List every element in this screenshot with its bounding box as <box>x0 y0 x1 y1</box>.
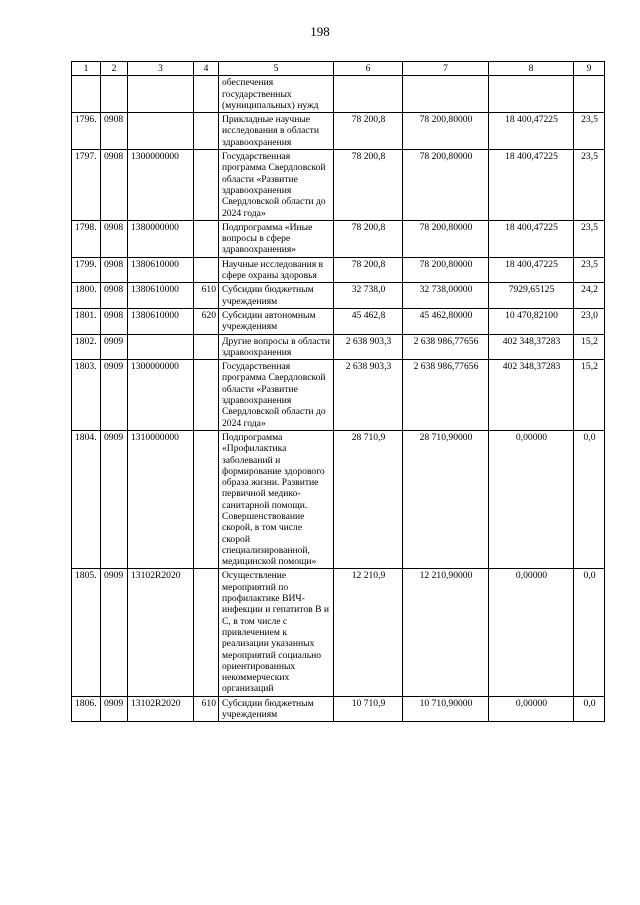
expense-type-cell <box>194 569 219 696</box>
executed-cell: 402 348,37283 <box>489 334 574 360</box>
name-cell: Осуществление мероприятий по профилактике ВИЧ-инфекции и гепатитов B и C, в том числе с привлечением к реализации указанных мероприятий социально ориентированных некоммерческих организаций <box>219 569 334 696</box>
executed-cell: 0,00000 <box>489 696 574 722</box>
executed-cell: 18 400,47225 <box>489 150 574 221</box>
refined-cell: 78 200,80000 <box>403 113 489 150</box>
plan-cell <box>334 76 403 113</box>
name-cell: Прикладные научные исследования в области здравоохранения <box>219 113 334 150</box>
column-header: 2 <box>101 62 128 76</box>
target-article-cell: 1380000000 <box>128 220 194 257</box>
table-row <box>72 150 605 221</box>
executed-cell <box>489 76 574 113</box>
refined-cell: 32 738,00000 <box>403 283 489 309</box>
plan-cell: 78 200,8 <box>334 150 403 221</box>
continuation-row <box>72 76 605 113</box>
section-cell: 0908 <box>101 220 128 257</box>
percent-cell: 24,2 <box>574 283 605 309</box>
budget-table <box>71 61 605 722</box>
percent-cell: 15,2 <box>574 360 605 431</box>
section-cell: 0908 <box>101 113 128 150</box>
target-article-cell: 1310000000 <box>128 430 194 569</box>
executed-cell: 10 470,82100 <box>489 308 574 334</box>
plan-cell: 10 710,9 <box>334 696 403 722</box>
name-cell: Государственная программа Свердловской области «Развитие здравоохранения Свердловской области до 2024 года» <box>219 150 334 221</box>
target-article-cell: 1300000000 <box>128 150 194 221</box>
refined-cell: 45 462,80000 <box>403 308 489 334</box>
target-article-cell: 1380610000 <box>128 308 194 334</box>
table-body <box>72 62 605 722</box>
target-article-cell: 1380610000 <box>128 283 194 309</box>
plan-cell: 45 462,8 <box>334 308 403 334</box>
target-article-cell <box>128 76 194 113</box>
expense-type-cell <box>194 334 219 360</box>
plan-cell: 28 710,9 <box>334 430 403 569</box>
section-cell <box>101 76 128 113</box>
percent-cell: 0,0 <box>574 696 605 722</box>
index-cell: 1798. <box>72 220 101 257</box>
index-cell: 1805. <box>72 569 101 696</box>
plan-cell: 78 200,8 <box>334 257 403 283</box>
index-cell <box>72 76 101 113</box>
index-cell: 1800. <box>72 283 101 309</box>
expense-type-cell <box>194 76 219 113</box>
column-header: 9 <box>574 62 605 76</box>
table-row <box>72 334 605 360</box>
section-cell: 0909 <box>101 696 128 722</box>
table-row <box>72 696 605 722</box>
section-cell: 0908 <box>101 150 128 221</box>
section-cell: 0909 <box>101 360 128 431</box>
refined-cell <box>403 76 489 113</box>
index-cell: 1801. <box>72 308 101 334</box>
name-cell: Государственная программа Свердловской области «Развитие здравоохранения Свердловской области до 2024 года» <box>219 360 334 431</box>
executed-cell: 7929,65125 <box>489 283 574 309</box>
plan-cell: 2 638 903,3 <box>334 360 403 431</box>
refined-cell: 2 638 986,77656 <box>403 360 489 431</box>
section-cell: 0909 <box>101 430 128 569</box>
expense-type-cell <box>194 360 219 431</box>
target-article-cell <box>128 334 194 360</box>
page-number: 198 <box>310 24 330 39</box>
executed-cell: 0,00000 <box>489 430 574 569</box>
percent-cell: 23,5 <box>574 220 605 257</box>
percent-cell: 23,5 <box>574 150 605 221</box>
executed-cell: 18 400,47225 <box>489 220 574 257</box>
plan-cell: 12 210,9 <box>334 569 403 696</box>
plan-cell: 78 200,8 <box>334 113 403 150</box>
target-article-cell: 13102R2020 <box>128 696 194 722</box>
target-article-cell: 13102R2020 <box>128 569 194 696</box>
percent-cell: 0,0 <box>574 430 605 569</box>
column-header: 8 <box>489 62 574 76</box>
table-row <box>72 283 605 309</box>
column-header: 4 <box>194 62 219 76</box>
plan-cell: 32 738,0 <box>334 283 403 309</box>
plan-cell: 2 638 903,3 <box>334 334 403 360</box>
name-cell: Подпрограмма «Иные вопросы в сфере здравоохранения» <box>219 220 334 257</box>
index-cell: 1806. <box>72 696 101 722</box>
target-article-cell <box>128 113 194 150</box>
percent-cell <box>574 76 605 113</box>
index-cell: 1804. <box>72 430 101 569</box>
table-row <box>72 220 605 257</box>
column-header: 3 <box>128 62 194 76</box>
name-cell: обеспечения государственных (муниципальных) нужд <box>219 76 334 113</box>
table-row <box>72 308 605 334</box>
expense-type-cell: 620 <box>194 308 219 334</box>
target-article-cell: 1380610000 <box>128 257 194 283</box>
expense-type-cell <box>194 430 219 569</box>
index-cell: 1797. <box>72 150 101 221</box>
name-cell: Подпрограмма «Профилактика заболеваний и формирование здорового образа жизни. Развитие первичной медико-санитарной помощи. Совершенствование скорой, в том числе скорой специализированной, медицинской помощи» <box>219 430 334 569</box>
column-header: 1 <box>72 62 101 76</box>
section-cell: 0909 <box>101 569 128 696</box>
expense-type-cell: 610 <box>194 283 219 309</box>
table-row <box>72 113 605 150</box>
name-cell: Субсидии бюджетным учреждениям <box>219 696 334 722</box>
refined-cell: 78 200,80000 <box>403 150 489 221</box>
executed-cell: 18 400,47225 <box>489 113 574 150</box>
table-row <box>72 430 605 569</box>
refined-cell: 12 210,90000 <box>403 569 489 696</box>
refined-cell: 28 710,90000 <box>403 430 489 569</box>
name-cell: Научные исследования в сфере охраны здоровья <box>219 257 334 283</box>
percent-cell: 23,5 <box>574 257 605 283</box>
index-cell: 1802. <box>72 334 101 360</box>
table-header-row <box>72 62 605 76</box>
index-cell: 1799. <box>72 257 101 283</box>
executed-cell: 402 348,37283 <box>489 360 574 431</box>
target-article-cell: 1300000000 <box>128 360 194 431</box>
percent-cell: 23,5 <box>574 113 605 150</box>
percent-cell: 23,0 <box>574 308 605 334</box>
index-cell: 1803. <box>72 360 101 431</box>
refined-cell: 10 710,90000 <box>403 696 489 722</box>
expense-type-cell <box>194 150 219 221</box>
index-cell: 1796. <box>72 113 101 150</box>
expense-type-cell <box>194 113 219 150</box>
percent-cell: 15,2 <box>574 334 605 360</box>
name-cell: Субсидии бюджетным учреждениям <box>219 283 334 309</box>
section-cell: 0908 <box>101 308 128 334</box>
column-header: 7 <box>403 62 489 76</box>
name-cell: Субсидии автономным учреждениям <box>219 308 334 334</box>
expense-type-cell <box>194 220 219 257</box>
section-cell: 0908 <box>101 257 128 283</box>
percent-cell: 0,0 <box>574 569 605 696</box>
table-row <box>72 569 605 696</box>
name-cell: Другие вопросы в области здравоохранения <box>219 334 334 360</box>
expense-type-cell: 610 <box>194 696 219 722</box>
column-header: 5 <box>219 62 334 76</box>
section-cell: 0909 <box>101 334 128 360</box>
column-header: 6 <box>334 62 403 76</box>
section-cell: 0908 <box>101 283 128 309</box>
executed-cell: 0,00000 <box>489 569 574 696</box>
table-row <box>72 360 605 431</box>
table-row <box>72 257 605 283</box>
plan-cell: 78 200,8 <box>334 220 403 257</box>
expense-type-cell <box>194 257 219 283</box>
executed-cell: 18 400,47225 <box>489 257 574 283</box>
refined-cell: 2 638 986,77656 <box>403 334 489 360</box>
refined-cell: 78 200,80000 <box>403 220 489 257</box>
refined-cell: 78 200,80000 <box>403 257 489 283</box>
